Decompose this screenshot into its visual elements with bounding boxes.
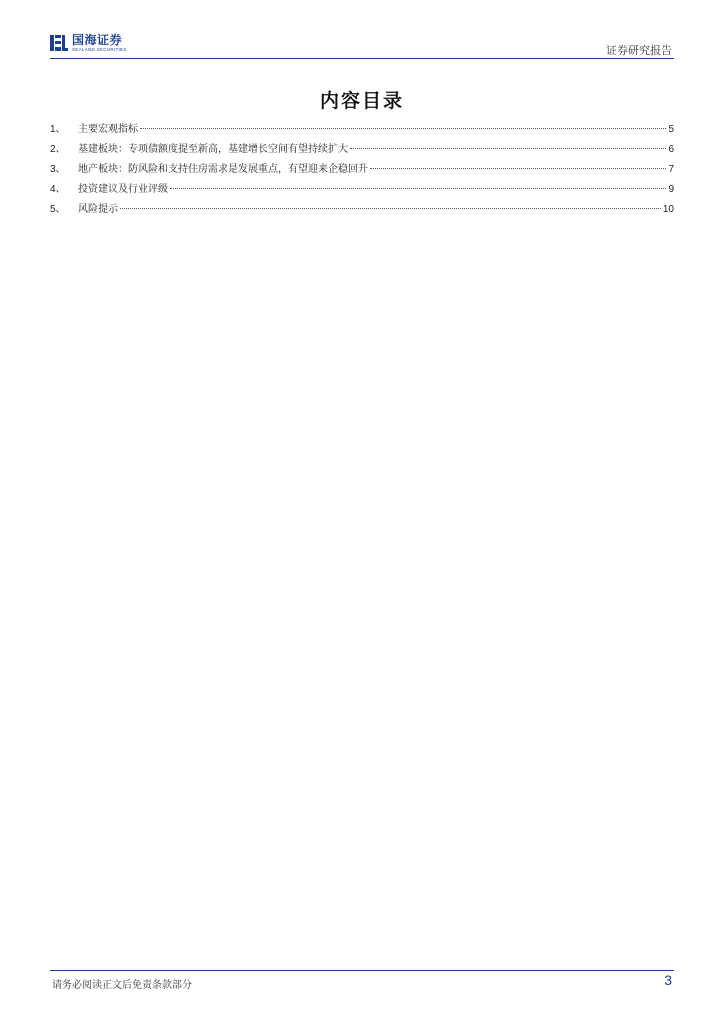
toc-entry-number: 1、 (50, 124, 66, 135)
footer-disclaimer: 请务必阅读正文后免责条款部分 (52, 980, 192, 991)
document-type-label: 证券研究报告 (606, 44, 672, 57)
toc-dot-leader (370, 168, 666, 169)
toc-entry[interactable] (50, 160, 674, 180)
toc-entry[interactable] (50, 180, 674, 200)
toc-entry[interactable] (50, 140, 674, 160)
toc-entry-number: 5、 (50, 204, 66, 215)
footer-divider (50, 970, 674, 971)
toc-entry-text: 基建板块：专项债额度提至新高，基建增长空间有望持续扩大 (78, 144, 348, 155)
logo-english-name: SEALAND SECURITIES (72, 46, 127, 52)
toc-dot-leader (350, 148, 666, 149)
toc-entry-page: 10 (662, 204, 674, 215)
toc-entry-text: 投资建议及行业评级 (78, 184, 168, 195)
toc-entry-number: 2、 (50, 144, 66, 155)
toc-entry-text: 风险提示 (78, 204, 118, 215)
toc-title: 内容目录 (319, 90, 404, 112)
toc-entry-number: 4、 (50, 184, 66, 195)
toc-entry-text: 主要宏观指标 (78, 124, 138, 135)
toc-dot-leader (120, 208, 661, 209)
toc-entry-page: 9 (668, 184, 674, 195)
toc-dot-leader (140, 128, 666, 129)
toc-entry-number: 3、 (50, 164, 66, 175)
toc-entry-text: 地产板块：防风险和支持住房需求是发展重点，有望迎来企稳回升 (78, 164, 368, 175)
logo-chinese-name: 国海证券 (72, 32, 123, 47)
company-logo (50, 32, 127, 54)
toc-dot-leader (170, 188, 666, 189)
toc-list (50, 120, 674, 220)
toc-entry-page: 5 (668, 124, 674, 135)
page-header (50, 30, 674, 60)
toc-entry-page: 6 (668, 144, 674, 155)
sealand-logo-icon (50, 34, 68, 52)
toc-entry-page: 7 (668, 164, 674, 175)
header-divider (50, 58, 674, 59)
toc-entry[interactable] (50, 200, 674, 220)
toc-entry[interactable] (50, 120, 674, 140)
page-number: 3 (664, 972, 672, 988)
